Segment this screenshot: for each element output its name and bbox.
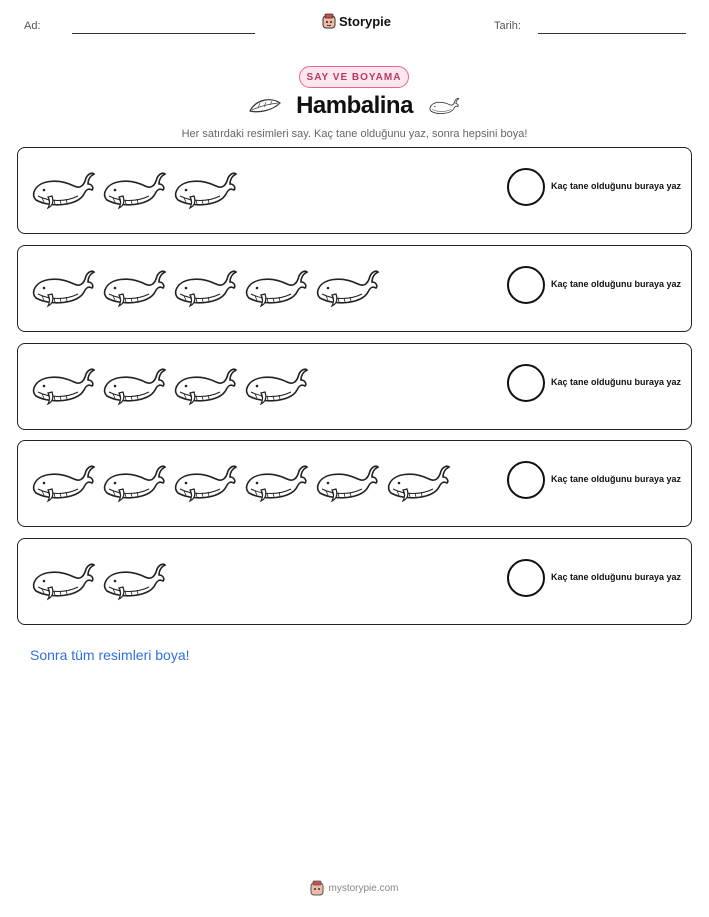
- answer-circle[interactable]: [507, 559, 545, 597]
- whale-icon[interactable]: [30, 166, 96, 212]
- activity-badge: SAY VE BOYAMA: [299, 66, 409, 88]
- whale-icon[interactable]: [243, 459, 309, 505]
- count-row: [17, 245, 692, 332]
- footer-site: mystorypie.com: [328, 882, 399, 894]
- whale-icon[interactable]: [314, 264, 380, 310]
- answer-label: Kaç tane olduğunu buraya yaz: [551, 474, 682, 484]
- name-line[interactable]: [72, 33, 255, 34]
- mascot-icon: [322, 13, 336, 29]
- whale-group: [30, 459, 451, 505]
- date-line[interactable]: [538, 33, 686, 34]
- date-label: Tarih:: [494, 20, 521, 32]
- count-row: [17, 147, 692, 234]
- whale-icon[interactable]: [30, 264, 96, 310]
- answer-circle[interactable]: [507, 364, 545, 402]
- whale-group: [30, 166, 238, 212]
- whale-icon[interactable]: [172, 362, 238, 408]
- whale-group: [30, 264, 380, 310]
- whale-icon[interactable]: [101, 459, 167, 505]
- whale-icon: [427, 95, 461, 117]
- whale-icon[interactable]: [101, 557, 167, 603]
- answer-label: Kaç tane olduğunu buraya yaz: [551, 279, 682, 289]
- title-row: [0, 92, 709, 120]
- whale-icon[interactable]: [243, 264, 309, 310]
- whale-icon[interactable]: [101, 166, 167, 212]
- whale-icon[interactable]: [30, 557, 96, 603]
- answer-label: Kaç tane olduğunu buraya yaz: [551, 572, 682, 582]
- whale-icon[interactable]: [172, 166, 238, 212]
- footer-note: Sonra tüm resimleri boya!: [30, 647, 190, 663]
- answer-label: Kaç tane olduğunu buraya yaz: [551, 377, 682, 387]
- page-title: Hambalina: [296, 92, 413, 119]
- whale-group: [30, 557, 167, 603]
- whale-icon[interactable]: [172, 264, 238, 310]
- answer-label: Kaç tane olduğunu buraya yaz: [551, 181, 682, 191]
- whale-group: [30, 362, 309, 408]
- whale-icon[interactable]: [172, 459, 238, 505]
- count-row: [17, 343, 692, 430]
- whale-icon[interactable]: [101, 264, 167, 310]
- leaf-icon: [248, 97, 282, 115]
- name-label: Ad:: [24, 20, 41, 32]
- whale-icon[interactable]: [314, 459, 380, 505]
- mascot-icon: [310, 880, 324, 896]
- answer-circle[interactable]: [507, 461, 545, 499]
- whale-icon[interactable]: [243, 362, 309, 408]
- whale-icon[interactable]: [385, 459, 451, 505]
- count-row: [17, 440, 692, 527]
- answer-circle[interactable]: [507, 168, 545, 206]
- answer-circle[interactable]: [507, 266, 545, 304]
- whale-icon[interactable]: [30, 362, 96, 408]
- whale-icon[interactable]: [30, 459, 96, 505]
- whale-icon[interactable]: [101, 362, 167, 408]
- instruction-text: Her satırdaki resimleri say. Kaç tane olduğunu yaz, sonra hepsini boya!: [181, 128, 528, 140]
- footer: [0, 880, 709, 896]
- count-row: [17, 538, 692, 625]
- brand-logo: [322, 13, 391, 29]
- brand-name: Storypie: [339, 13, 392, 29]
